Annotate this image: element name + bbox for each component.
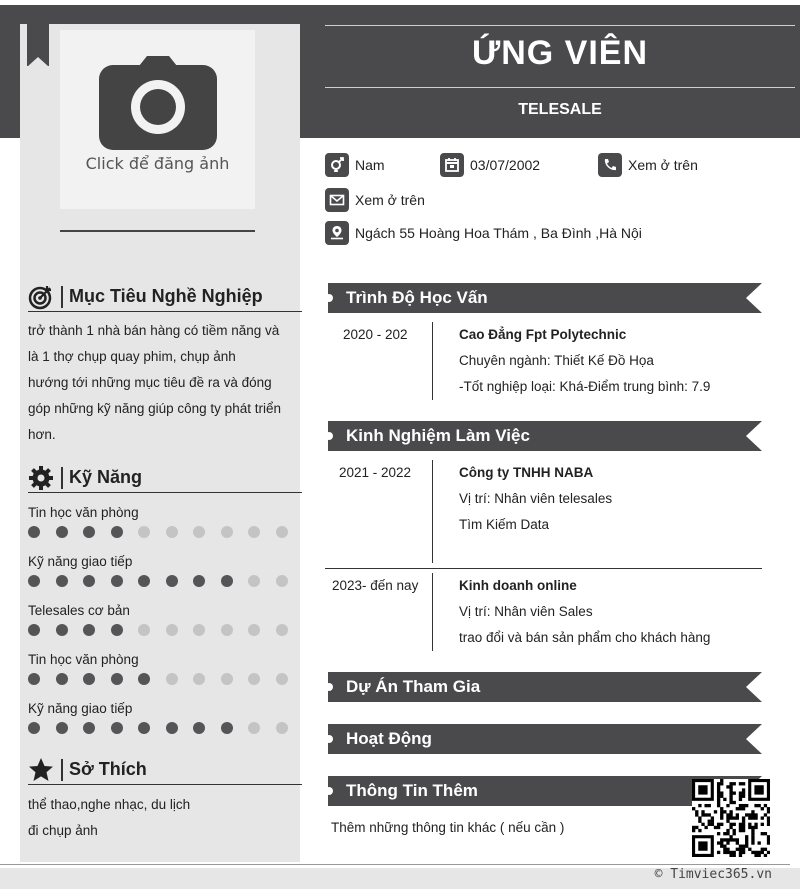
skill-dot (111, 624, 123, 636)
experience-period[interactable]: 2021 - 2022 (339, 465, 412, 480)
experience-title: Kinh Nghiệm Làm Việc (346, 426, 530, 445)
skill-dot (248, 575, 260, 587)
gender-value: Nam (355, 157, 385, 173)
skill-dot (56, 722, 68, 734)
company-name: Kinh doanh online (459, 578, 577, 593)
skill-dot (248, 722, 260, 734)
skill-dot (56, 526, 68, 538)
skills-heading (28, 463, 302, 493)
contact-address[interactable] (325, 221, 642, 245)
more-info-text[interactable]: Thêm những thông tin khác ( nếu cần ) (331, 820, 565, 835)
divider (432, 573, 433, 651)
skill-dot (28, 722, 40, 734)
skill-dot (221, 526, 233, 538)
skill-dot (248, 526, 260, 538)
skill-dot (138, 575, 150, 587)
skill-dot (276, 575, 288, 587)
skill-dot (83, 575, 95, 587)
education-heading (328, 283, 762, 313)
education-title: Trình Độ Học Vấn (346, 288, 488, 307)
contact-birthdate[interactable] (440, 153, 540, 177)
skill-dot (166, 722, 178, 734)
skill-dot (276, 722, 288, 734)
skill-dot (56, 673, 68, 685)
skill-dot (28, 526, 40, 538)
bookmark-ribbon (27, 24, 49, 66)
location-icon (325, 221, 349, 245)
objective-line: là 1 thợ chụp quay phim, chụp ảnh (28, 349, 236, 364)
skill-dot (83, 722, 95, 734)
skill-dot (166, 575, 178, 587)
skill-dot (276, 526, 288, 538)
skill-dot (193, 624, 205, 636)
skill-dot (138, 722, 150, 734)
experience-period[interactable]: 2023- đến nay (332, 578, 419, 593)
skill-dot (28, 575, 40, 587)
objective-line: hướng tới những mục tiêu đề ra và đóng (28, 375, 272, 390)
skill-dot (221, 575, 233, 587)
experience-position: Vị trí: Nhân viên Sales (459, 604, 593, 619)
target-icon (28, 284, 54, 310)
divider (432, 322, 433, 400)
education-major: Chuyên ngành: Thiết Kế Đồ Họa (459, 353, 654, 368)
skill-rating[interactable] (28, 575, 303, 587)
experience-detail: Tìm Kiếm Data (459, 517, 550, 532)
skill-name: Kỹ năng giao tiếp (28, 701, 133, 716)
footer-credit[interactable]: © Timviec365.vn (654, 867, 772, 882)
skill-dot (138, 673, 150, 685)
gender-icon (325, 153, 349, 177)
skills-title: Kỹ Năng (69, 467, 143, 487)
projects-title: Dự Án Tham Gia (346, 677, 481, 696)
activities-heading[interactable] (328, 724, 762, 754)
skill-dot (83, 673, 95, 685)
skill-rating[interactable] (28, 624, 303, 636)
skill-dot (56, 575, 68, 587)
mail-icon (325, 188, 349, 212)
skill-dot (28, 624, 40, 636)
company-name: Công ty TNHH NABA (459, 465, 594, 480)
hobbies-text[interactable] (28, 792, 296, 844)
skill-dot (111, 526, 123, 538)
photo-label: Click để đăng ảnh (85, 154, 230, 173)
skill-name: Telesales cơ bản (28, 603, 130, 618)
skill-dot (166, 526, 178, 538)
experience-entry[interactable] (459, 460, 612, 538)
skill-name: Kỹ năng giao tiếp (28, 554, 133, 569)
skill-dot (83, 526, 95, 538)
email-value: Xem ở trên (355, 192, 425, 208)
skill-dot (248, 673, 260, 685)
divider (325, 87, 795, 88)
skill-dot (138, 526, 150, 538)
phone-value: Xem ở trên (628, 157, 698, 173)
gear-icon (28, 465, 54, 491)
divider (432, 460, 433, 563)
experience-detail: trao đổi và bán sản phẩm cho khách hàng (459, 630, 711, 645)
phone-icon (598, 153, 622, 177)
experience-heading (328, 421, 762, 451)
skill-dot (193, 722, 205, 734)
skill-dot (111, 722, 123, 734)
skill-dot (166, 673, 178, 685)
skill-dot (221, 722, 233, 734)
experience-position: Vị trí: Nhân viên telesales (459, 491, 613, 506)
skill-dot (193, 575, 205, 587)
objective-line: trở thành 1 nhà bán hàng có tiềm năng và (28, 323, 280, 338)
skill-dot (276, 673, 288, 685)
skill-dot (221, 624, 233, 636)
hobbies-heading (28, 755, 302, 785)
skill-dot (138, 624, 150, 636)
objective-line: góp những kỹ năng giúp công ty phát triển (28, 401, 281, 416)
skill-dot (193, 673, 205, 685)
skill-dot (111, 673, 123, 685)
skill-name: Tin học văn phòng (28, 652, 139, 667)
skill-dot (28, 673, 40, 685)
education-entry[interactable] (459, 322, 710, 400)
contact-email[interactable] (325, 188, 425, 212)
more-info-title: Thông Tin Thêm (346, 781, 478, 800)
projects-heading[interactable] (328, 672, 762, 702)
qr-code-icon (692, 779, 770, 857)
skill-dot (221, 673, 233, 685)
camera-icon (99, 56, 217, 150)
experience-entry[interactable] (459, 573, 710, 651)
skill-dot (248, 624, 260, 636)
hobbies-title: Sở Thích (69, 759, 147, 779)
skill-rating[interactable] (28, 526, 303, 538)
divider (325, 25, 795, 26)
hobby-line: đi chụp ảnh (28, 823, 98, 838)
contact-gender[interactable] (325, 153, 385, 177)
school-name: Cao Đẳng Fpt Polytechnic (459, 327, 627, 342)
skill-dot (166, 624, 178, 636)
skill-dot (83, 624, 95, 636)
skill-dot (193, 526, 205, 538)
calendar-icon (440, 153, 464, 177)
divider (0, 864, 790, 865)
skill-rating[interactable] (28, 673, 303, 685)
objective-line: hơn. (28, 427, 56, 442)
photo-upload[interactable] (60, 30, 255, 209)
activities-title: Hoạt Động (346, 729, 432, 748)
skill-rating[interactable] (28, 722, 303, 734)
candidate-name[interactable]: ỨNG VIÊN (471, 34, 648, 72)
objective-text[interactable] (28, 318, 296, 448)
contact-phone[interactable] (598, 153, 698, 177)
birthdate-value: 03/07/2002 (470, 157, 541, 173)
divider (60, 230, 255, 232)
skill-dot (56, 624, 68, 636)
objective-title: Mục Tiêu Nghề Nghiệp (69, 286, 263, 306)
skill-dot (276, 624, 288, 636)
candidate-role[interactable]: TELESALE (518, 101, 602, 118)
education-grade: -Tốt nghiệp loại: Khá-Điểm trung bình: 7.9 (459, 379, 711, 394)
hobby-line: thể thao,nghe nhạc, du lịch (28, 797, 191, 812)
divider (325, 568, 762, 569)
skill-name: Tin học văn phòng (28, 505, 139, 520)
education-period[interactable]: 2020 - 202 (343, 327, 408, 342)
objective-heading (28, 282, 302, 312)
star-icon (28, 757, 54, 783)
address-value: Ngách 55 Hoàng Hoa Thám , Ba Đình ,Hà Nội (355, 225, 642, 241)
skill-dot (111, 575, 123, 587)
